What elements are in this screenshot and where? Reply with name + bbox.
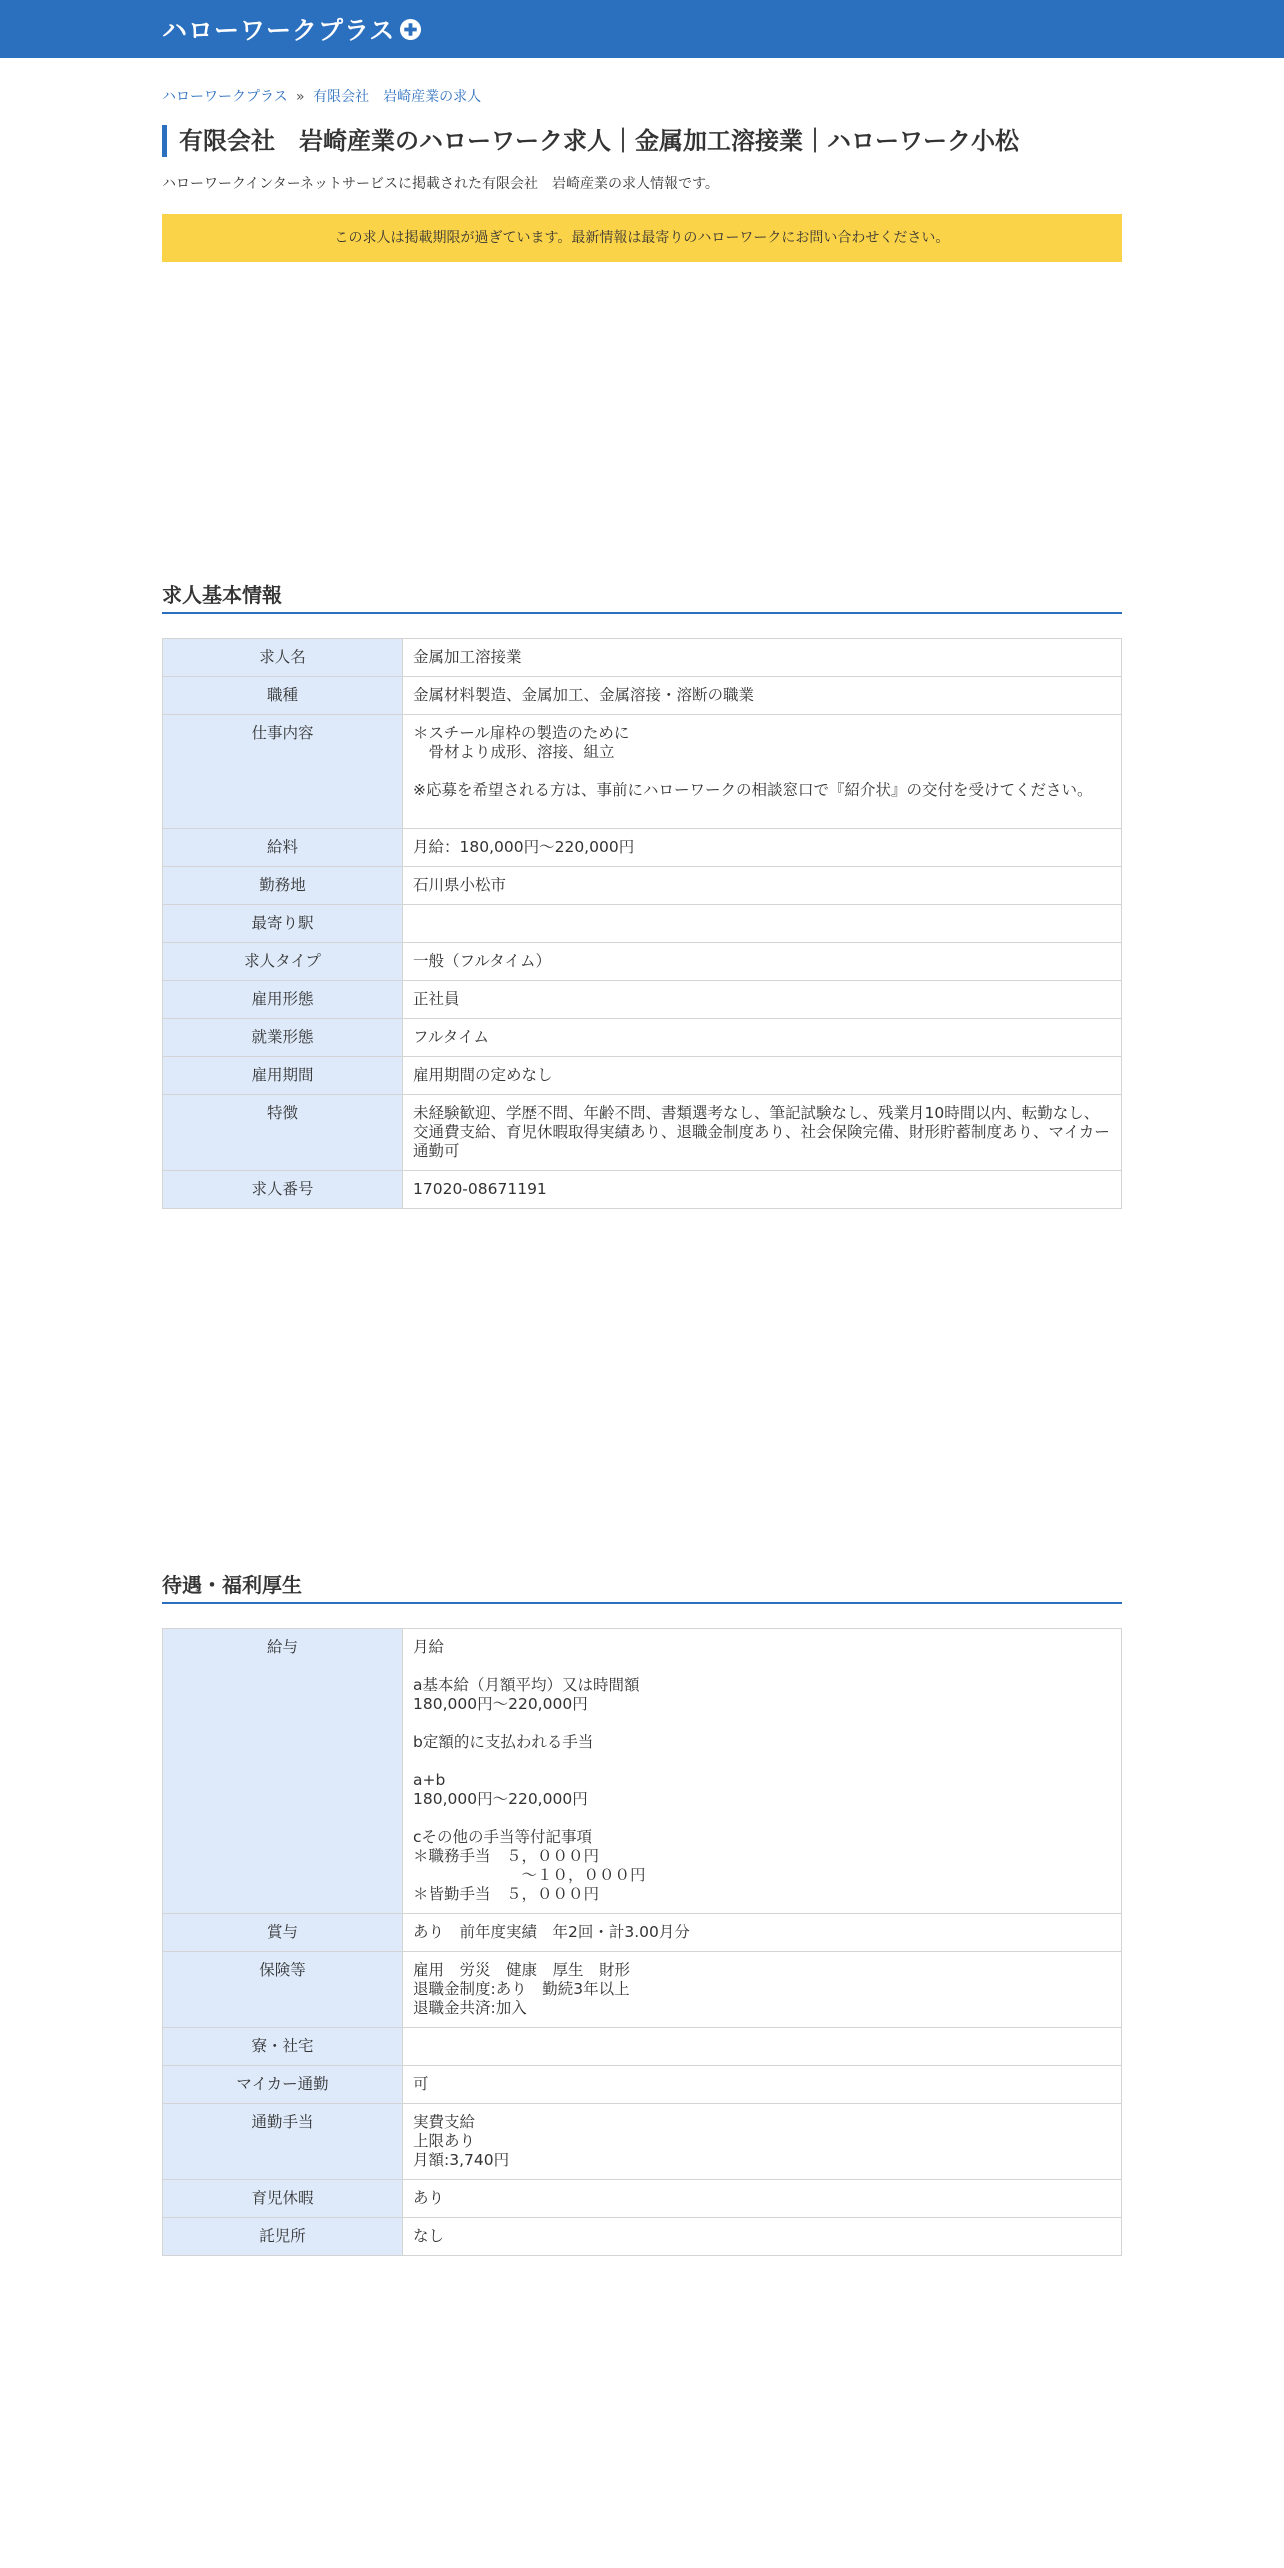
row-value: 17020-08671191 bbox=[403, 1171, 1122, 1209]
section-title-basic-info: 求人基本情報 bbox=[162, 584, 1122, 614]
table-row bbox=[163, 1019, 1122, 1057]
row-value bbox=[403, 905, 1122, 943]
row-label: 給与 bbox=[163, 1629, 403, 1914]
row-label: 求人名 bbox=[163, 639, 403, 677]
row-value: ＊スチール扉枠の製造のために 骨材より成形、溶接、組立 ※応募を希望される方は、事前にハローワークの相談窓口で『紹介状』の交付を受けてください。 bbox=[403, 715, 1122, 829]
row-label: 賞与 bbox=[163, 1914, 403, 1952]
table-row bbox=[163, 1914, 1122, 1952]
row-label: 就業形態 bbox=[163, 1019, 403, 1057]
table-row bbox=[163, 677, 1122, 715]
row-value: 雇用 労災 健康 厚生 財形 退職金制度:あり 勤続3年以上 退職金共済:加入 bbox=[403, 1952, 1122, 2028]
basic-info-table-wrapper bbox=[162, 638, 1122, 1209]
row-value: 月給 a基本給（月額平均）又は時間額 180,000円～220,000円 b定額的に支払われる手当 a+b 180,000円～220,000円 cその他の手当等付記事項 ＊職務手当 ５，０００円 ～１０，０００円 ＊皆勤手当 ５，０００円 bbox=[403, 1629, 1122, 1914]
table-row bbox=[163, 981, 1122, 1019]
table-row bbox=[163, 943, 1122, 981]
row-value: 一般（フルタイム） bbox=[403, 943, 1122, 981]
row-label: 特徴 bbox=[163, 1095, 403, 1171]
expired-notice-banner: この求人は掲載期限が過ぎています。最新情報は最寄りのハローワークにお問い合わせください。 bbox=[162, 214, 1122, 262]
row-label: 通勤手当 bbox=[163, 2104, 403, 2180]
welfare-table-wrapper bbox=[162, 1628, 1122, 2256]
page-title: 有限会社 岩崎産業のハローワーク求人｜金属加工溶接業｜ハローワーク小松 bbox=[162, 125, 1122, 157]
site-logo[interactable] bbox=[162, 12, 422, 46]
row-value: 実費支給 上限あり 月額:3,740円 bbox=[403, 2104, 1122, 2180]
table-row bbox=[163, 2028, 1122, 2066]
table-row bbox=[163, 1952, 1122, 2028]
table-row bbox=[163, 639, 1122, 677]
breadcrumb-current-link[interactable]: 有限会社 岩崎産業の求人 bbox=[313, 89, 482, 105]
row-label: 求人タイプ bbox=[163, 943, 403, 981]
row-value: 可 bbox=[403, 2066, 1122, 2104]
row-label: 仕事内容 bbox=[163, 715, 403, 829]
table-row bbox=[163, 1629, 1122, 1914]
table-row bbox=[163, 905, 1122, 943]
row-label: 保険等 bbox=[163, 1952, 403, 2028]
row-label: 雇用形態 bbox=[163, 981, 403, 1019]
row-label: 職種 bbox=[163, 677, 403, 715]
logo-text: ハローワークプラス bbox=[162, 16, 396, 45]
row-value: フルタイム bbox=[403, 1019, 1122, 1057]
row-label: 育児休暇 bbox=[163, 2180, 403, 2218]
row-label: 求人番号 bbox=[163, 1171, 403, 1209]
row-value: なし bbox=[403, 2218, 1122, 2256]
row-label: 最寄り駅 bbox=[163, 905, 403, 943]
row-value: 正社員 bbox=[403, 981, 1122, 1019]
table-row bbox=[163, 1095, 1122, 1171]
row-value: 石川県小松市 bbox=[403, 867, 1122, 905]
table-row bbox=[163, 2180, 1122, 2218]
basic-info-table bbox=[162, 638, 1122, 1209]
site-header bbox=[0, 0, 1284, 58]
table-row bbox=[163, 2066, 1122, 2104]
row-value: 雇用期間の定めなし bbox=[403, 1057, 1122, 1095]
table-row bbox=[163, 867, 1122, 905]
row-value: あり bbox=[403, 2180, 1122, 2218]
row-label: 雇用期間 bbox=[163, 1057, 403, 1095]
breadcrumb-home-link[interactable]: ハローワークプラス bbox=[162, 89, 288, 105]
breadcrumb bbox=[162, 87, 1122, 107]
table-row bbox=[163, 2218, 1122, 2256]
table-row bbox=[163, 1171, 1122, 1209]
row-value bbox=[403, 2028, 1122, 2066]
breadcrumb-separator: » bbox=[296, 89, 305, 105]
row-label: 託児所 bbox=[163, 2218, 403, 2256]
row-value: 金属材料製造、金属加工、金属溶接・溶断の職業 bbox=[403, 677, 1122, 715]
row-label: 寮・社宅 bbox=[163, 2028, 403, 2066]
row-label: 勤務地 bbox=[163, 867, 403, 905]
table-row bbox=[163, 715, 1122, 829]
row-value: 未経験歓迎、学歴不問、年齢不問、書類選考なし、筆記試験なし、残業月10時間以内、転勤なし、交通費支給、育児休暇取得実績あり、退職金制度あり、社会保険完備、財形貯蓄制度あり、マイカー通勤可 bbox=[403, 1095, 1122, 1171]
table-row bbox=[163, 1057, 1122, 1095]
welfare-table bbox=[162, 1628, 1122, 2256]
table-row bbox=[163, 2104, 1122, 2180]
plus-circle-icon bbox=[399, 18, 422, 41]
row-value: あり 前年度実績 年2回・計3.00月分 bbox=[403, 1914, 1122, 1952]
section-title-welfare: 待遇・福利厚生 bbox=[162, 1574, 1122, 1604]
row-label: マイカー通勤 bbox=[163, 2066, 403, 2104]
row-label: 給料 bbox=[163, 829, 403, 867]
row-value: 金属加工溶接業 bbox=[403, 639, 1122, 677]
page-description: ハローワークインターネットサービスに掲載された有限会社 岩崎産業の求人情報です。 bbox=[162, 176, 719, 192]
table-row bbox=[163, 829, 1122, 867]
row-value: 月給：180,000円～220,000円 bbox=[403, 829, 1122, 867]
